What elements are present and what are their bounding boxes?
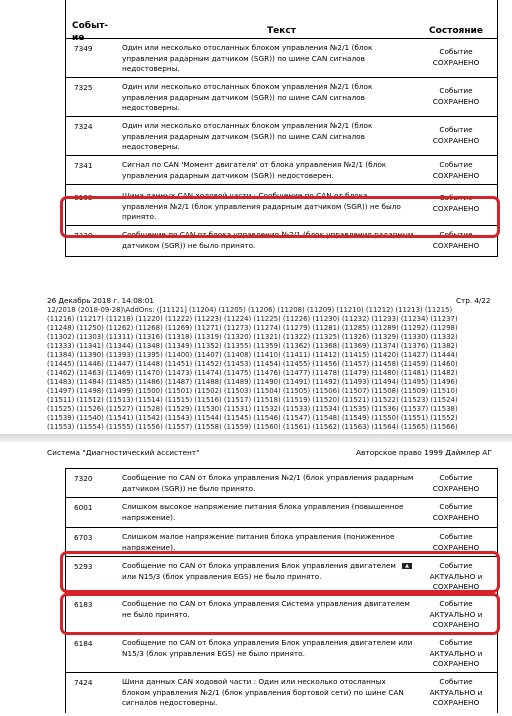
event-state: Событие АКТУАЛЬНО и СОХРАНЕНО [429, 677, 483, 707]
event-text: Один или несколько отосланных блоком управления №2/1 (блок управления радарным датчиком (SGR)) по шине CAN сигналов недостоверны. [122, 82, 373, 112]
event-code: 6183 [74, 600, 93, 609]
event-code: 7424 [74, 678, 93, 687]
addons-line: (11302) (11303) (11311) (11316) (11318) (11319) (11320) (11321) (11322) (11325) (11326) (11329) (11330) (11332) [47, 333, 458, 341]
table-row [66, 78, 497, 117]
event-state: Событие СОХРАНЕНО [432, 47, 480, 67]
event-state: Событие АКТУАЛЬНО и СОХРАНЕНО [429, 599, 483, 629]
event-state: Событие СОХРАНЕНО [432, 230, 480, 250]
event-state: Событие СОХРАНЕНО [432, 125, 480, 145]
header-text: Текст [267, 26, 296, 36]
addons-line: (11384) (11390) (11393) (11395) (11400) (11407) (11408) (11410) (11411) (11412) (11415) (11420) (11427) (11444) [47, 351, 458, 359]
event-state: Событие СОХРАНЕНО [432, 502, 480, 522]
event-code: 7325 [74, 83, 93, 92]
event-code: 5293 [74, 562, 93, 571]
print-date: 26 Декабрь 2018 г. 14:08:01 [47, 296, 154, 305]
addons-line: 12/2018 (2018-09-28)\AddOns: ([11121] (11204) (11205) (11206) (11208) (11209) (11210) (11212) (11213) (11215) [47, 306, 453, 314]
event-state: Событие СОХРАНЕНО [432, 160, 480, 180]
footer-right: Авторское право 1999 Даймлер АГ [356, 448, 492, 457]
addons-line: (11462) (11463) (11469) (11470) (11473) (11474) (11475) (11476) (11477) (11478) (11479) (11480) (11481) (11482) [47, 369, 458, 377]
event-state: Событие АКТУАЛЬНО и СОХРАНЕНО [429, 561, 483, 591]
event-text: Один или несколько отосланных блоком управления №2/1 (блок управления радарным датчиком (SGR)) по шине CAN сигналов недостоверны. [122, 121, 373, 151]
addons-line: (11445) (11446) (11447) (11448) (11451) (11452) (11453) (11454) (11455) (11456) (11457) (11458) (11459) (11460) [47, 360, 458, 368]
table-row [66, 498, 497, 528]
addons-line: (11497) (11498) (11499) (11500) (11501) (11502) (11503) (11504) (11505) (11506) (11507) (11508) (11509) (11510) [47, 387, 458, 395]
table-row [66, 673, 497, 713]
event-code: 7320 [74, 474, 93, 483]
addons-line: (11553) (11554) (11555) (11556) (11557) (11558) (11559) (11560) (11561) (11562) (11563) (11564) (11565) (11566) [47, 423, 458, 431]
event-text: Сигнал по CAN 'Момент двигателя' от блока управления №2/1 (блок управления радарным датчиком (SGR)) недостоверен. [122, 160, 387, 180]
table-row [66, 39, 497, 78]
event-text: Слишком малое напряжение питания блока управления (пониженное напряжение). [122, 532, 395, 552]
header-state: Состояние [429, 26, 483, 36]
page-number: Стр. 4/22 [456, 296, 491, 305]
table-header [66, 0, 497, 43]
table-row [66, 117, 497, 156]
event-state: Событие АКТУАЛЬНО и СОХРАНЕНО [429, 638, 483, 668]
event-code: 6184 [74, 639, 93, 648]
addons-line: (11248) (11250) (11262) (11268) (11269) (11271) (11273) (11274) (11279) (11281) (11285) (11289) (11292) (11298) [47, 324, 458, 332]
addons-line: (11525) (11526) (11527) (11528) (11529) (11530) (11531) (11532) (11533) (11534) (11535) (11536) (11537) (11538) [47, 405, 458, 413]
event-code: 7330 [74, 231, 93, 240]
event-code: 6001 [74, 503, 93, 512]
car-icon: ▲ [402, 563, 412, 569]
header-code: Событ- ие [72, 21, 109, 43]
highlight-box-6183 [60, 593, 500, 635]
event-text: Шина данных CAN ходовой части : Один или несколько отосланных блоком управления №2/1 (блок управления бортовой сети) по шине CAN сигналов недостоверны. [122, 677, 404, 707]
event-code: 6703 [74, 533, 93, 542]
addons-line: (11539) (11540) (11541) (11542) (11543) (11544) (11545) (11546) (11547) (11548) (11549) (11550) (11551) (11552) [47, 414, 458, 422]
footer-left: Система "Диагностический ассистент" [47, 448, 200, 457]
event-text: Слишком высокое напряжение питания блока управления (повышенное напряжение). [122, 502, 404, 522]
event-text: Сообщение по CAN от блока управления Блок управления двигателем или N15/3 (блок управления EGS) не было принято. [122, 561, 396, 581]
event-text: Один или несколько отосланных блоком управления №2/1 (блок управления радарным датчиком (SGR)) по шине CAN сигналов недостоверны. [122, 43, 373, 73]
event-state: Событие СОХРАНЕНО [432, 473, 480, 493]
event-code: 6103 [74, 193, 93, 202]
event-text: Сообщение по CAN от блока управления №2/1 (блок управления радарным датчиком (SGR)) не было принято. [122, 230, 414, 250]
event-text: Сообщение по CAN от блока управления Блок управления двигателем или N15/3 (блок управления EGS) не было принято. [122, 638, 413, 658]
table-row [66, 156, 497, 185]
table-row [66, 634, 497, 673]
event-state: Событие СОХРАНЕНО [432, 86, 480, 106]
event-code: 7341 [74, 161, 93, 170]
event-state: Событие СОХРАНЕНО [432, 532, 480, 552]
table-row [66, 469, 497, 498]
addons-line: (11333) (11341) (11344) (11348) (11349) (11352) (11355) (11359) (11362) (11368) (11369) (11374) (11376) (11382) [47, 342, 458, 350]
page-separator [0, 434, 512, 442]
event-text: Сообщение по CAN от блока управления Система управления двигателем не было принято. [122, 599, 410, 619]
highlight-box-6103 [60, 196, 500, 238]
addons-line: (11216) (11217) (11218) (11220) (11222) (11223) (11224) (11225) (11226) (11230) (11232) (11233) (11234) (11237) [47, 315, 458, 323]
event-code: 7324 [74, 122, 93, 131]
event-code: 7349 [74, 44, 93, 53]
event-text: Шина данных CAN ходовой части : Сообщение по CAN от блока управления №2/1 (блок управления радарным датчиком (SGR)) не было принято. [122, 191, 401, 221]
event-state: Событие СОХРАНЕНО [432, 193, 480, 213]
event-text: Сообщение по CAN от блока управления №2/1 (блок управления радарным датчиком (SGR)) не было принято. [122, 473, 414, 493]
highlight-box-5293 [60, 551, 500, 593]
addons-line: (11483) (11484) (11485) (11486) (11487) (11488) (11489) (11490) (11491) (11492) (11493) (11494) (11495) (11496) [47, 378, 458, 386]
addons-line: (11511) (11512) (11513) (11514) (11515) (11516) (11517) (11518) (11519) (11520) (11521) (11522) (11523) (11524) [47, 396, 458, 404]
